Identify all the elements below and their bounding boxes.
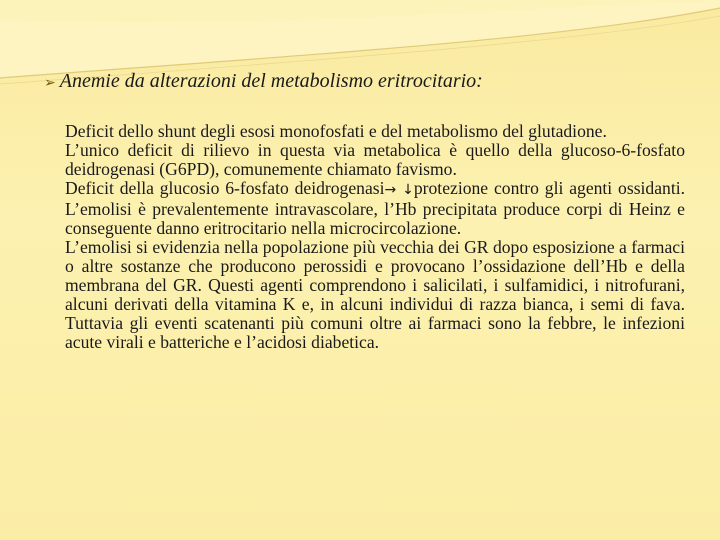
slide-title: Anemie da alterazioni del metabolismo eritrocitario: xyxy=(59,70,483,92)
bullet-arrow-icon: ➢ xyxy=(44,75,56,91)
title-row xyxy=(44,70,684,93)
paragraph-3-start: Deficit della glucosio 6-fosfato deidrogenasi xyxy=(65,178,385,198)
paragraph-1: Deficit dello shunt degli esosi monofosfati e del metabolismo del glutadione. xyxy=(65,121,607,141)
right-arrow-icon: → xyxy=(384,182,397,198)
paragraph-2: L’unico deficit di rilievo in questa via metabolica è quello della glucoso-6-fosfato deidrogenasi (G6PD), comunemente chiamato favismo. xyxy=(65,140,685,179)
paragraph-3 xyxy=(65,179,685,238)
paragraph-3-end: protezione contro gli agenti ossidanti. L’emolisi è prevalentemente intravascolare, l’Hb precipitata produce corpi di Heinz e conseguente danno eritrocitario nella microcircolazione. xyxy=(65,178,686,238)
down-arrow-icon: ↓ xyxy=(402,182,414,198)
body-text xyxy=(65,122,685,352)
paragraph-4: L’emolisi si evidenzia nella popolazione più vecchia dei GR dopo esposizione a farmaci o altre sostanze che producono perossidi e provocano l’ossidazione dell’Hb e della membrana del GR. Questi agenti comprendono i salicilati, i sulfamidici, i nitrofurani, alcuni derivati della vitamina K e, in alcuni individui di razza bianca, i semi di fava. Tuttavia gli eventi scatenanti più comuni oltre ai farmaci sono la febbre, le infezioni acute virali e batteriche e l’acidosi diabetica. xyxy=(65,237,685,352)
